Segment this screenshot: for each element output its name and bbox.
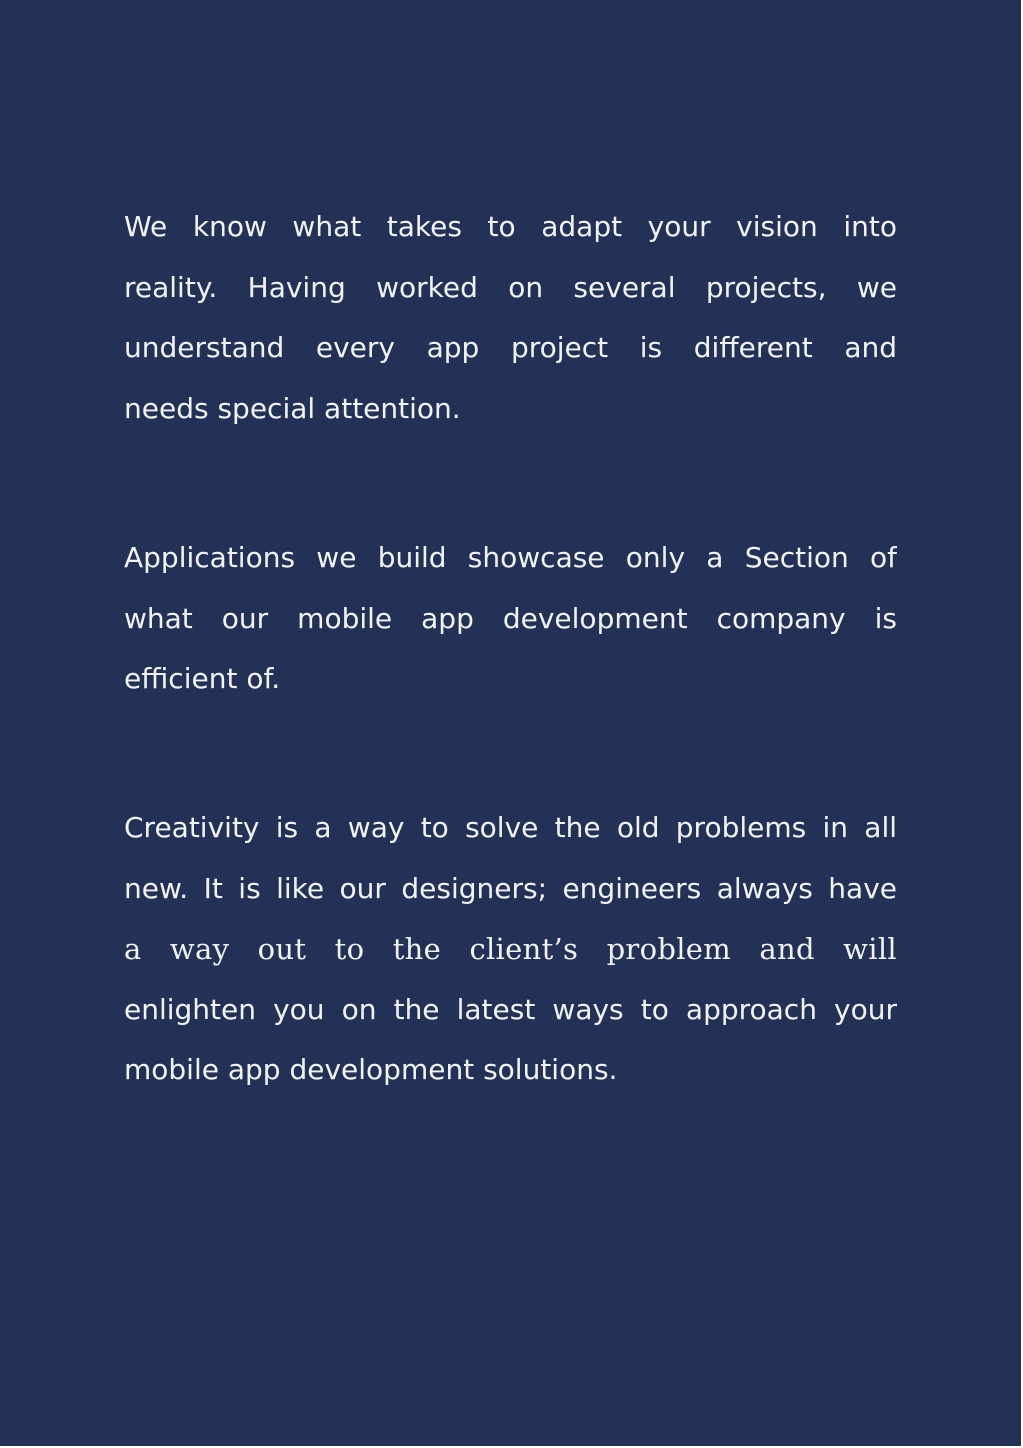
text-line: mobile app development solutions.: [124, 1053, 618, 1086]
paragraph-vision: [124, 197, 897, 439]
paragraph-creativity: [124, 798, 897, 1101]
text-line: Creativity is a way to solve the old problems in all: [124, 811, 897, 844]
text-line: enlighten you on the latest ways to approach your: [124, 992, 897, 1026]
text-line: needs special attention.: [124, 391, 461, 425]
paragraph-applications: [124, 528, 897, 710]
text-line: Applications we build showcase only a Section of: [124, 541, 897, 574]
text-line: understand every app project is different and: [124, 331, 897, 364]
text-line: efficient of.: [124, 662, 281, 695]
text-line: reality. Having worked on several projects, we: [124, 270, 897, 304]
text-line: a way out to the client’s problem and will: [124, 932, 897, 966]
text-line: We know what takes to adapt your vision into: [124, 210, 897, 243]
text-line: what our mobile app development company is: [124, 601, 897, 635]
text-line: new. It is like our designers; engineers always have: [124, 871, 897, 905]
